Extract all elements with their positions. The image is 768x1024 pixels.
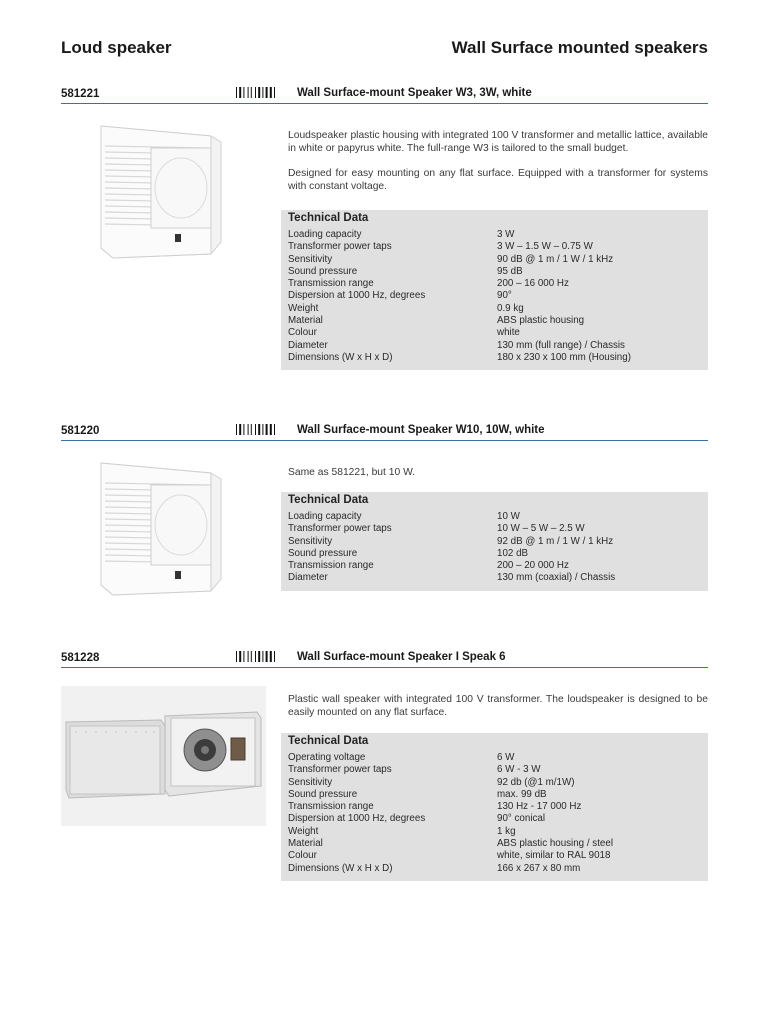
spec-value: 10 W – 5 W – 2.5 W [497,523,585,535]
spec-label: Loading capacity [288,229,362,240]
spec-value: 6 W - 3 W [497,764,541,776]
technical-data-panel [281,492,708,591]
spec-row [288,340,700,352]
spec-label: Colour [288,327,317,339]
spec-label: Dispersion at 1000 Hz, degrees [288,290,426,302]
spec-label: Sensitivity [288,776,333,788]
product-581221 [61,86,708,363]
technical-data-table [288,229,700,364]
technical-data-heading: Technical Data [288,212,369,224]
spec-row [288,572,700,584]
spec-label: Sound pressure [288,547,358,559]
spec-label: Dimensions (W x H x D) [288,351,393,363]
spec-row [288,863,700,875]
spec-row [288,764,700,776]
section-title: Wall Surface mounted speakers [451,38,708,57]
barcode-icon [236,424,286,435]
spec-label: Transformer power taps [288,241,392,253]
technical-data-heading: Technical Data [288,494,369,506]
spec-label: Material [288,315,323,327]
spec-value: max. 99 dB [497,788,547,800]
spec-value: 200 – 16 000 Hz [497,278,569,290]
spec-row [288,511,700,523]
spec-value: 3 W [497,229,515,240]
spec-row [288,560,700,572]
product-title: Wall Surface-mount Speaker W3, 3W, white [297,87,532,99]
page-title: Loud speaker [61,38,172,57]
spec-row [288,303,700,315]
spec-row [288,789,700,801]
product-title: Wall Surface-mount Speaker I Speak 6 [297,651,506,663]
spec-label: Sensitivity [288,535,333,547]
spec-label: Transformer power taps [288,764,392,776]
spec-label: Operating voltage [288,752,366,763]
technical-data-table [288,752,700,875]
spec-row [288,229,700,241]
product-sku: 581220 [61,425,100,437]
spec-label: Weight [288,825,319,837]
spec-value: 166 x 267 x 80 mm [497,862,581,874]
spec-row [288,813,700,825]
technical-data-panel [281,210,708,370]
spec-value: white, similar to RAL 9018 [497,850,611,862]
spec-row [288,352,700,364]
spec-value: 130 mm (coaxial) / Chassis [497,572,616,584]
spec-label: Transmission range [288,801,374,813]
product-581228 [61,650,708,874]
spec-value: 130 mm (full range) / Chassis [497,339,625,351]
product-header [61,650,708,668]
barcode-icon [236,651,286,662]
description-paragraph: Loudspeaker plastic housing with integrated 100 V transformer and metallic lattice, available in white or papyrus white. The full-range W3 is tailored to the small budget. [288,130,708,154]
spec-label: Material [288,838,323,850]
spec-value: ABS plastic housing / steel [497,838,613,850]
spec-value: 200 – 20 000 Hz [497,560,569,572]
spec-row [288,752,700,764]
spec-row [288,838,700,850]
spec-label: Transmission range [288,560,374,572]
product-sku: 581228 [61,652,100,664]
product-header [61,423,708,441]
spec-row [288,536,700,548]
spec-label: Transmission range [288,278,374,290]
spec-value: 6 W [497,752,515,763]
spec-value: 130 Hz - 17 000 Hz [497,801,582,813]
spec-row [288,315,700,327]
spec-row [288,254,700,266]
product-description [288,466,708,491]
page-header [61,38,708,64]
technical-data-heading: Technical Data [288,735,369,747]
product-581220 [61,423,708,584]
technical-data-table [288,511,700,585]
spec-row [288,278,700,290]
product-image-wall-speaker-w10 [61,459,226,599]
spec-label: Sound pressure [288,265,358,277]
spec-label: Colour [288,850,317,862]
product-header [61,86,708,104]
product-image-wall-speaker-w3 [61,122,226,262]
spec-value: 3 W – 1.5 W – 0.75 W [497,241,593,253]
technical-data-panel [281,733,708,881]
spec-value: 95 dB [497,265,523,277]
spec-value: 90° [497,290,512,302]
product-sku: 581221 [61,88,100,100]
spec-value: 102 dB [497,547,529,559]
spec-label: Transformer power taps [288,523,392,535]
spec-value: 1 kg [497,825,516,837]
product-image-i-speak-6 [61,686,266,826]
description-paragraph: Designed for easy mounting on any flat surface. Equipped with a transformer for systems with constant voltage. [288,168,708,192]
description-paragraph: Plastic wall speaker with integrated 100 V transformer. The loudspeaker is designed to be easily mounted on any flat surface. [288,694,708,718]
spec-label: Dimensions (W x H x D) [288,862,393,874]
spec-label: Loading capacity [288,511,362,522]
spec-value: 92 db (@1 m/1W) [497,776,575,788]
spec-value: 90 dB @ 1 m / 1 W / 1 kHz [497,253,614,265]
spec-label: Sound pressure [288,788,358,800]
product-description [288,693,708,731]
spec-row [288,241,700,253]
spec-row [288,850,700,862]
spec-row [288,826,700,838]
spec-value: 0.9 kg [497,302,524,314]
spec-row [288,548,700,560]
barcode-icon [236,87,286,98]
spec-value: 180 x 230 x 100 mm (Housing) [497,351,631,363]
spec-row [288,266,700,278]
spec-value: 10 W [497,511,520,522]
spec-value: 90° conical [497,813,546,825]
product-description [288,129,708,205]
spec-row [288,777,700,789]
description-paragraph: Same as 581221, but 10 W. [288,467,416,478]
spec-value: 92 dB @ 1 m / 1 W / 1 kHz [497,535,614,547]
product-title: Wall Surface-mount Speaker W10, 10W, white [297,424,545,436]
spec-label: Sensitivity [288,253,333,265]
spec-label: Diameter [288,572,328,584]
spec-value: white [497,327,520,339]
spec-label: Weight [288,302,319,314]
spec-value: ABS plastic housing [497,315,585,327]
spec-row [288,801,700,813]
spec-row [288,290,700,302]
spec-label: Diameter [288,339,328,351]
spec-row [288,523,700,535]
spec-label: Dispersion at 1000 Hz, degrees [288,813,426,825]
spec-row [288,327,700,339]
